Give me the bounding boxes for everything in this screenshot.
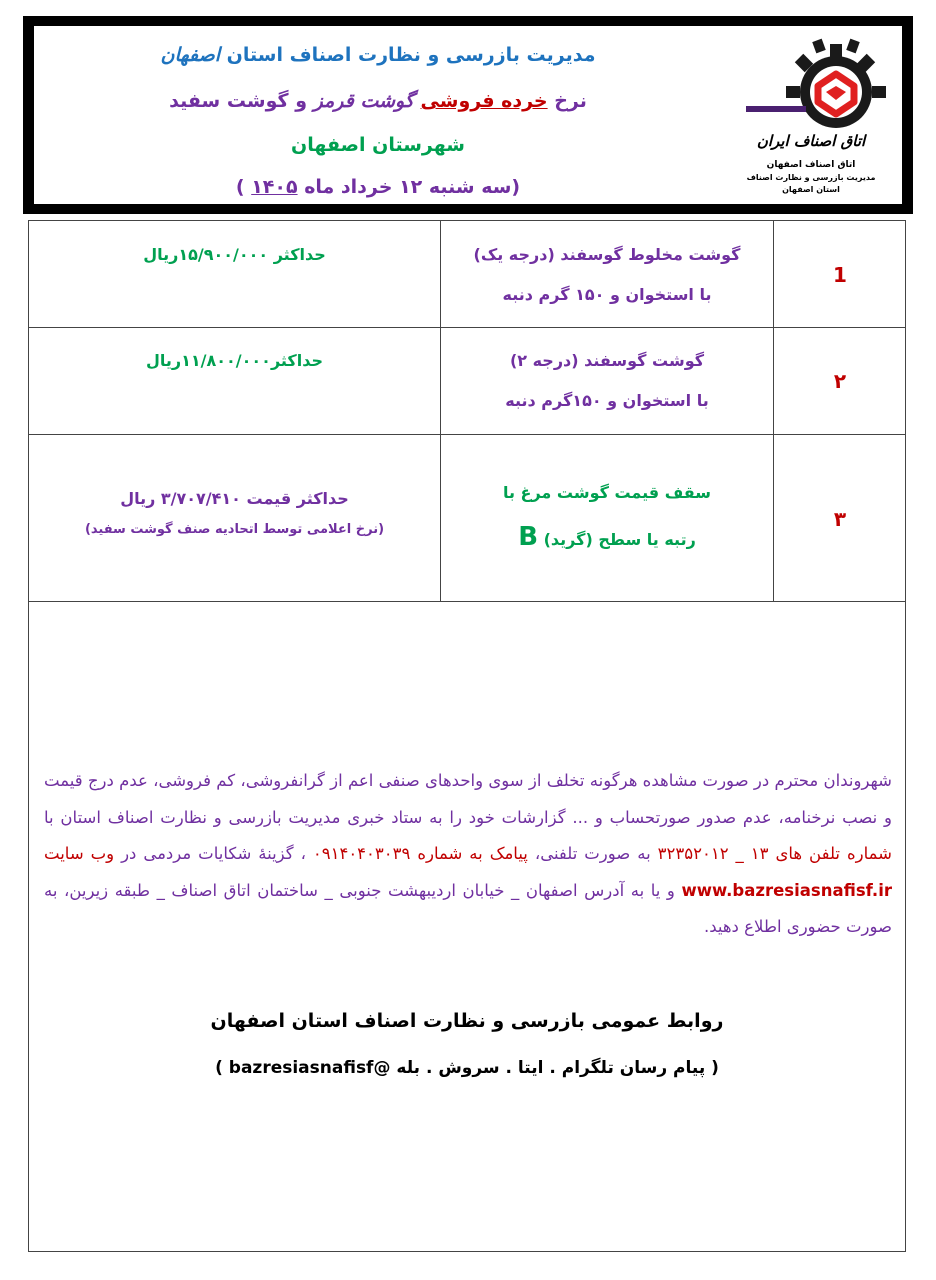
grade-label: B: [518, 522, 539, 552]
title-date: (سه شنبه ۱۲ خرداد ماه ۱۴۰۵ ): [235, 176, 521, 198]
product-name: سقف قیمت گوشت مرغ با رتبه یا سطح (گرید) B: [502, 483, 712, 552]
header-frame: [23, 16, 913, 214]
row-number: ۳: [833, 507, 847, 531]
price-note: (نرخ اعلامی توسط اتحادیه صنف گوشت سفید): [84, 522, 385, 537]
sms-number: پیامک به شماره ۰۹۱۴۰۴۰۳۰۳۹: [312, 844, 528, 863]
price-value: حداکثر۱۱/۸۰۰/۰۰۰ریال: [146, 351, 323, 370]
logo-subtitle-1: اتاق اصناف اصفهان: [766, 160, 856, 170]
citizen-notice: شهروندان محترم در صورت مشاهده هرگونه تخلف از سوی واحدهای صنفی اعم از گرانفروشی، کم فروشی، عدم درج قیمت و نصب نرخنامه، عدم صدور صورتحساب و ... گزارشات خود را به ستاد خبری مدیریت بازرسی و نظارت اصناف استان با شماره تلفن های ۱۳ _ ۳۲۳۵۲۰۱۲ به صورت تلفنی، پیامک به شماره ۰۹۱۴۰۴۰۳۰۳۹ ، گزینهٔ شکایات مردمی در وب سایت www.bazresiasnafisf.ir و یا به آدرس اصفهان _ خیابان اردیبهشت جنوبی _ ساختمان اتاق اصناف _ طبقه زیرین، به صورت حضوری اطلاع دهید.: [44, 771, 892, 936]
public-relations-title: روابط عمومی بازرسی و نظارت اصناف استان اصفهان: [210, 1010, 724, 1032]
price-value: حداکثر قیمت ۳/۷۰۷/۴۱۰ ریال (نرخ اعلامی توسط اتحادیه صنف گوشت سفید): [29, 479, 440, 541]
title-organization: مدیریت بازرسی و نظارت اصناف استان اصفهان: [160, 44, 596, 66]
messenger-handles: ( پیام رسان تلگرام . ایتا . سروش . بله @bazresiasnafisf ): [215, 1058, 719, 1078]
header-box: [32, 24, 904, 206]
row-number: ۲: [833, 369, 847, 393]
price-table: [28, 220, 906, 1252]
logo-name: اتاق اصناف ایران: [756, 132, 866, 150]
website-link[interactable]: www.bazresiasnafisf.ir: [681, 880, 892, 900]
row-number: 1: [833, 263, 847, 287]
logo-subtitle-3: استان اصفهان: [782, 185, 840, 194]
row-divider: [29, 601, 905, 602]
title-rate: نرخ خرده فروشی گوشت قرمز و گوشت سفید: [169, 90, 587, 112]
guild-chamber-logo: [726, 36, 896, 206]
gear-emblem-icon: [726, 36, 896, 136]
phone-numbers: شماره تلفن های ۱۳ _ ۳۲۳۵۲۰۱۲: [657, 844, 892, 863]
header-titles: [34, 26, 722, 204]
title-city: شهرستان اصفهان: [291, 134, 465, 156]
product-name: گوشت مخلوط گوسفند (درجه یک) با استخوان و ۱۵۰ گرم دنبه: [473, 245, 741, 304]
logo-subtitle-2: مدیریت بازرسی و نظارت اصناف: [746, 173, 876, 182]
price-value: حداکثر ۱۵/۹۰۰/۰۰۰ریال: [143, 245, 326, 264]
product-name: گوشت گوسفند (درجه ۲) با استخوان و ۱۵۰گرم دنبه: [505, 351, 709, 410]
